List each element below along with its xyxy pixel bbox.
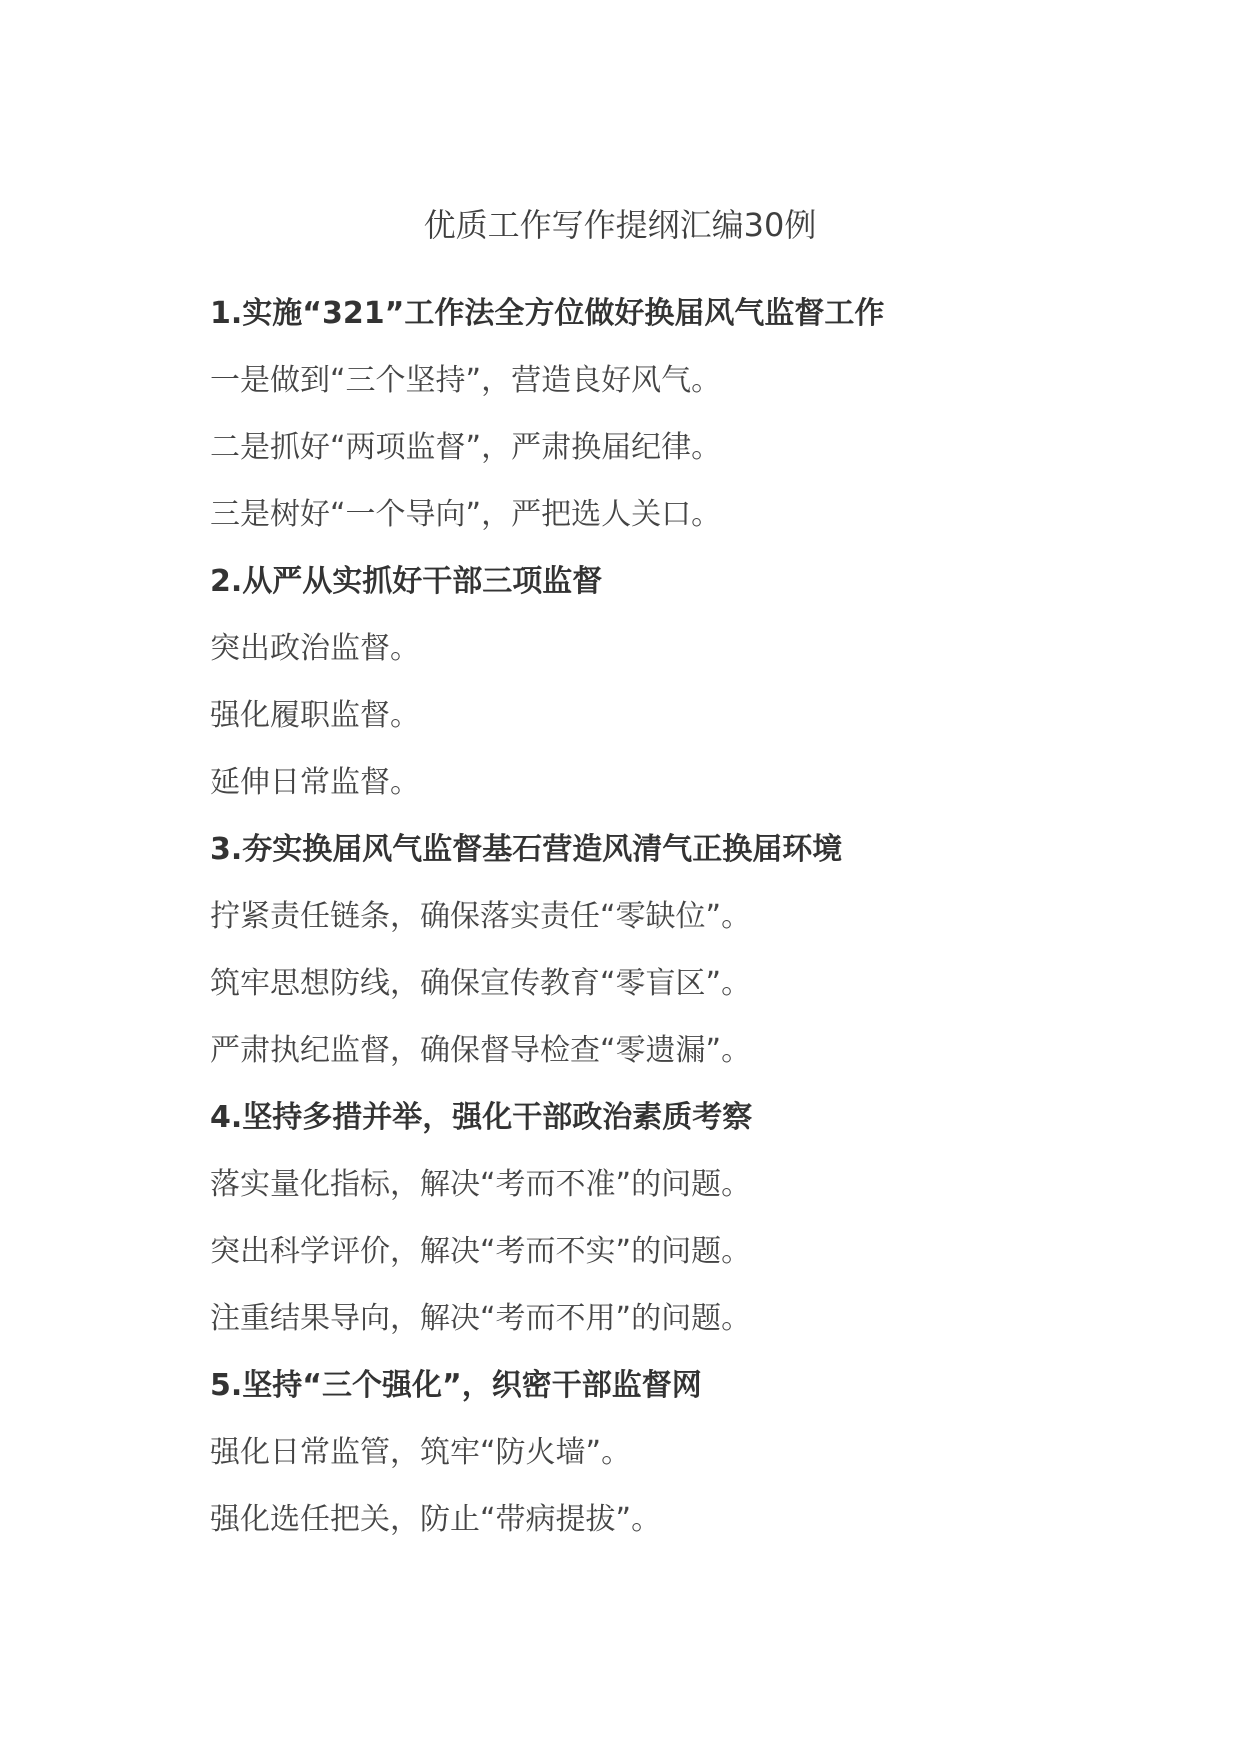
section-heading: 3.夯实换届风气监督基石营造风清气正换届环境 — [210, 832, 843, 867]
section-item: 强化履职监督。 — [210, 698, 420, 733]
section-item: 拧紧责任链条，确保落实责任“零缺位”。 — [210, 899, 752, 934]
document-title: 优质工作写作提纲汇编30例 — [423, 206, 817, 244]
section-item: 强化选任把关，防止“带病提拔”。 — [210, 1502, 662, 1537]
section-heading: 5.坚持“三个强化”，织密干部监督网 — [210, 1368, 702, 1403]
section-5 — [210, 1352, 1170, 1553]
section-4 — [210, 1084, 1170, 1352]
document-body — [210, 280, 1170, 1553]
section-item: 二是抓好“两项监督”，严肃换届纪律。 — [210, 430, 722, 465]
section-item: 延伸日常监督。 — [210, 765, 420, 800]
section-1 — [210, 280, 1170, 548]
section-item: 三是树好“一个导向”，严把选人关口。 — [210, 497, 722, 532]
section-item: 注重结果导向，解决“考而不用”的问题。 — [210, 1301, 752, 1336]
section-item: 突出政治监督。 — [210, 631, 420, 666]
section-item: 落实量化指标，解决“考而不准”的问题。 — [210, 1167, 752, 1202]
section-3 — [210, 816, 1170, 1084]
section-item: 一是做到“三个坚持”，营造良好风气。 — [210, 363, 722, 398]
section-heading: 2.从严从实抓好干部三项监督 — [210, 564, 603, 599]
section-item: 强化日常监管，筑牢“防火墙”。 — [210, 1435, 632, 1470]
section-heading: 1.实施“321”工作法全方位做好换届风气监督工作 — [210, 296, 885, 331]
section-item: 严肃执纪监督，确保督导检查“零遗漏”。 — [210, 1033, 752, 1068]
section-item: 突出科学评价，解决“考而不实”的问题。 — [210, 1234, 752, 1269]
section-heading: 4.坚持多措并举，强化干部政治素质考察 — [210, 1100, 753, 1135]
section-item: 筑牢思想防线，确保宣传教育“零盲区”。 — [210, 966, 752, 1001]
section-2 — [210, 548, 1170, 816]
